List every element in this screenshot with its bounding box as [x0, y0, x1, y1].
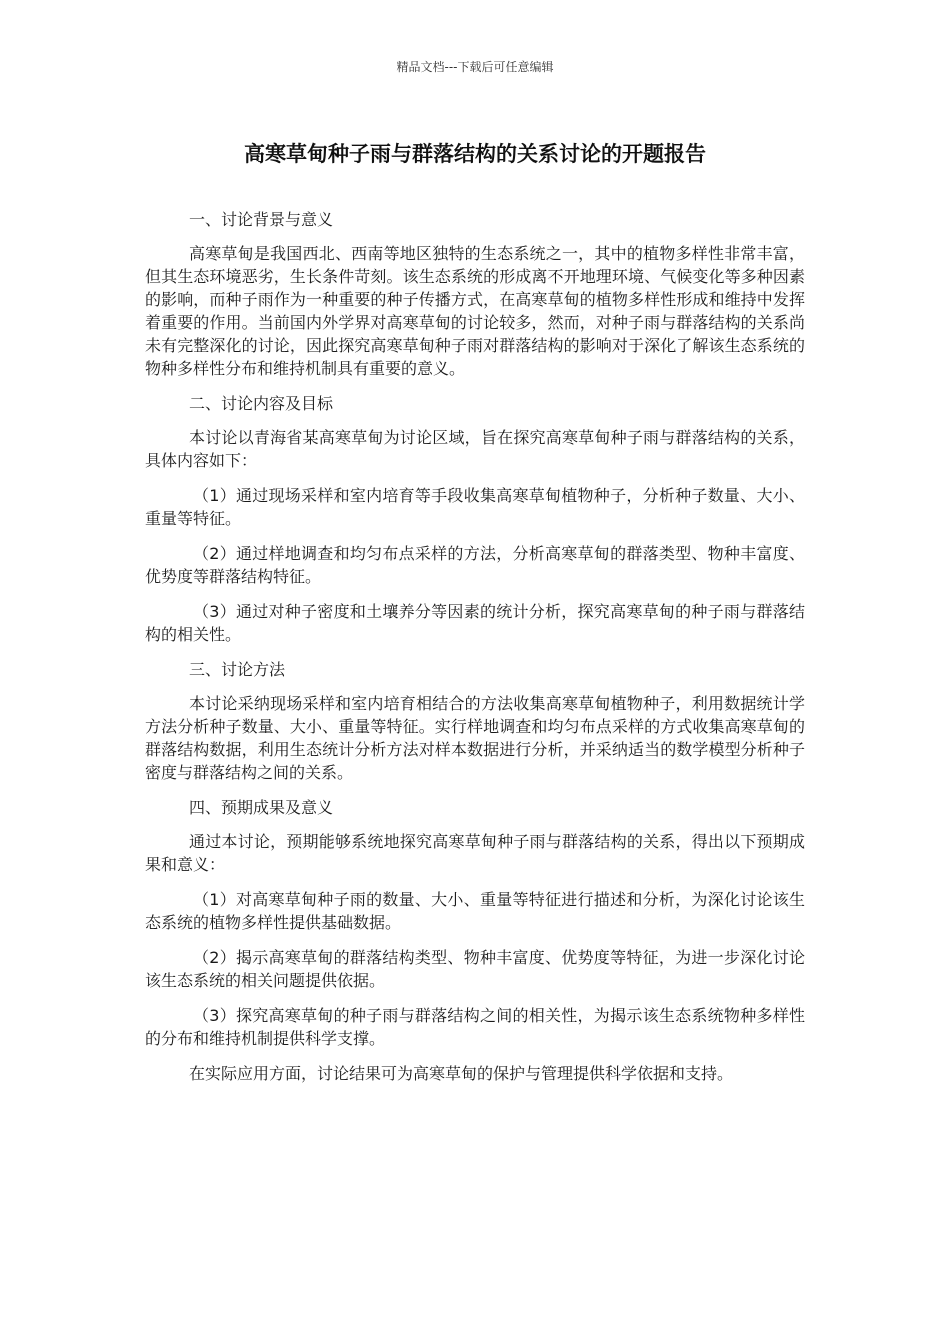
paragraph-application: 在实际应用方面，讨论结果可为高寒草甸的保护与管理提供科学依据和支持。	[189, 1064, 734, 1083]
list-item-content-2: （2）通过样地调查和均匀布点采样的方法，分析高寒草甸的群落类型、物种丰富度、优势度等群落结构特征。	[145, 544, 805, 586]
header-note: 精品文档---下载后可任意编辑	[396, 60, 554, 74]
list-item-expected-3: （3）探究高寒草甸的种子雨与群落结构之间的相关性，为揭示该生态系统物种多样性的分布和维持机制提供科学支撑。	[145, 1006, 805, 1048]
section-heading-expected-results: 四、预期成果及意义	[189, 798, 334, 817]
document-title: 高寒草甸种子雨与群落结构的关系讨论的开题报告	[244, 142, 706, 166]
document-body	[145, 208, 805, 1097]
paragraph-methods: 本讨论采纳现场采样和室内培育相结合的方法收集高寒草甸植物种子，利用数据统计学方法分析种子数量、大小、重量等特征。实行样地调查和均匀布点采样的方式收集高寒草甸的群落结构数据，利用生态统计分析方法对样本数据进行分析，并采纳适当的数学模型分析种子密度与群落结构之间的关系。	[145, 694, 805, 782]
list-item-content-1: （1）通过现场采样和室内培育等手段收集高寒草甸植物种子，分析种子数量、大小、重量等特征。	[145, 486, 805, 528]
paragraph-content-intro: 本讨论以青海省某高寒草甸为讨论区域，旨在探究高寒草甸种子雨与群落结构的关系，具体内容如下：	[145, 428, 805, 470]
section-heading-content-goals: 二、讨论内容及目标	[189, 394, 334, 413]
list-item-content-3: （3）通过对种子密度和土壤养分等因素的统计分析，探究高寒草甸的种子雨与群落结构的相关性。	[145, 602, 805, 644]
section-heading-methods: 三、讨论方法	[189, 660, 286, 679]
list-item-expected-1: （1）对高寒草甸种子雨的数量、大小、重量等特征进行描述和分析，为深化讨论该生态系统的植物多样性提供基础数据。	[145, 890, 805, 932]
list-item-expected-2: （2）揭示高寒草甸的群落结构类型、物种丰富度、优势度等特征，为进一步深化讨论该生态系统的相关问题提供依据。	[145, 948, 805, 990]
paragraph-expected-intro: 通过本讨论，预期能够系统地探究高寒草甸种子雨与群落结构的关系，得出以下预期成果和意义：	[145, 832, 805, 874]
section-heading-background: 一、讨论背景与意义	[189, 210, 334, 229]
paragraph-background: 高寒草甸是我国西北、西南等地区独特的生态系统之一，其中的植物多样性非常丰富，但其生态环境恶劣，生长条件苛刻。该生态系统的形成离不开地理环境、气候变化等多种因素的影响，而种子雨作为一种重要的种子传播方式，在高寒草甸的植物多样性形成和维持中发挥着重要的作用。当前国内外学界对高寒草甸的讨论较多，然而，对种子雨与群落结构的关系尚未有完整深化的讨论，因此探究高寒草甸种子雨对群落结构的影响对于深化了解该生态系统的物种多样性分布和维持机制具有重要的意义。	[145, 244, 805, 378]
